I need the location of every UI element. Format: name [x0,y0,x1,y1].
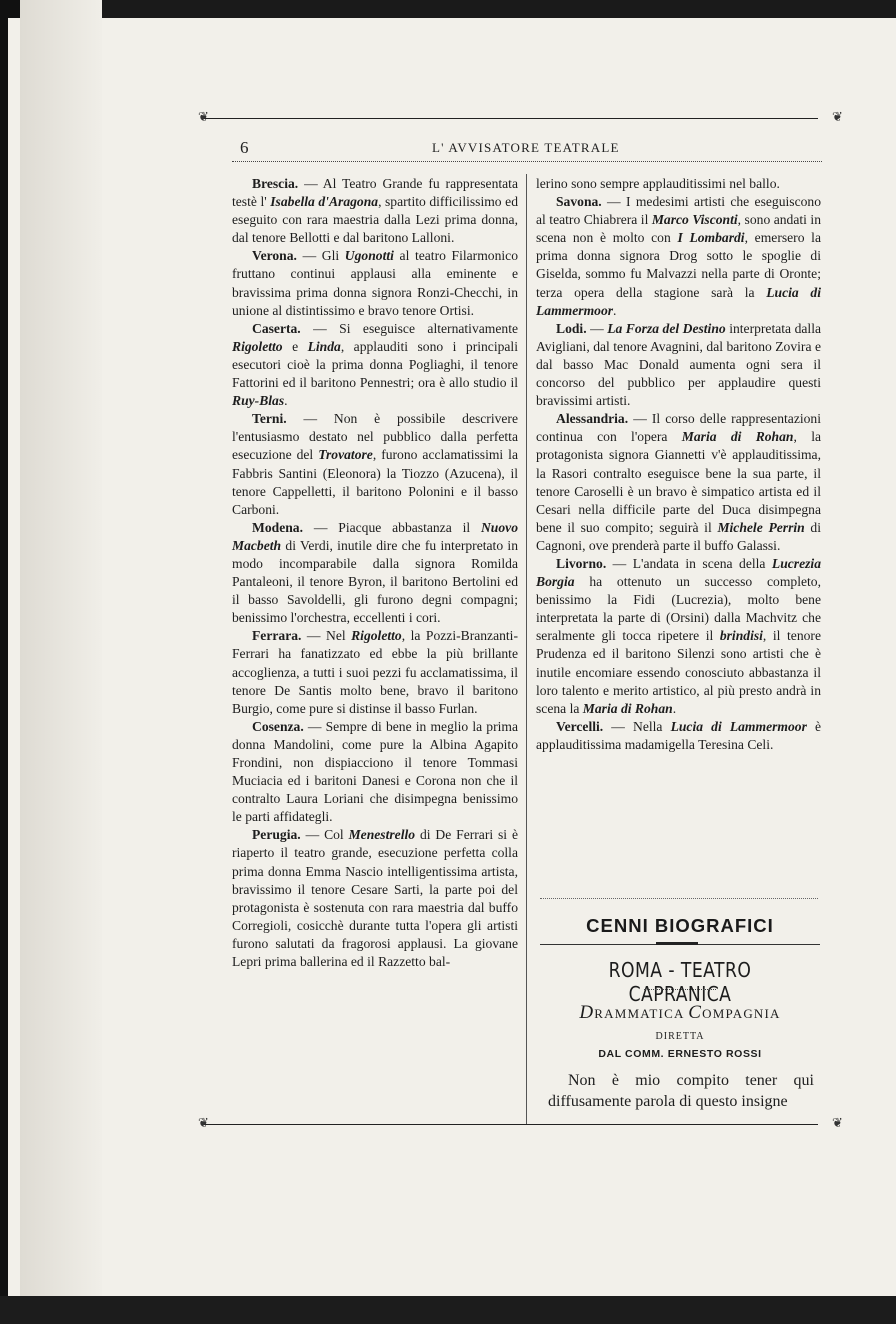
scan-bottom-edge [0,1296,896,1324]
city-name: Brescia. [252,176,299,191]
paragraph-text: , furono acclamatissimi la Fabbris Santini (Eleonora) la Tiozzo (Azucena), il tenore Cappelletti, il baritono Polonini e il basso Carboni. [232,447,518,517]
company-word-1: RAMMATICA [594,1006,689,1021]
paragraph-text: e [282,338,308,354]
city-name: Modena. [252,519,303,535]
work-title: Menestrello [348,827,416,843]
work-title: Marco Visconti [651,212,738,228]
work-title: La Forza del Destino [607,320,726,336]
ornament-flourish-icon: ❦ [198,1116,209,1131]
paragraph-text: ha ottenuto un successo completo, benissimo la Fidi (Lucrezia), molto bene interpretata la parte di (Orsini) dalla Machvitz che seralmente gli tocca ripetere il [536,574,821,644]
biography-text: Non è mio compito tener qui diffusamente parola di questo insigne [548,1072,814,1110]
section-title: CENNI BIOGRAFICI [586,915,774,936]
paragraph-text: di De Ferrari si è riaperto il teatro grande, esecuzione perfetta colla prima donna Emma Nascio intelligentissima artista, bravissimo il tenore Cesare Sarti, la parte poi del protagonista è sostenuta con rara maestria dal buffo Corregioli, cosicchè durante tutta l'opera gli artisti furono salutati da fragorosi applausi. La giovane Lepri prima ballerina ed il Razzetto bal- [232,827,518,970]
work-title: Maria di Rohan [582,700,673,716]
news-paragraph [536,718,821,754]
work-title: Maria di Rohan [681,429,794,445]
work-title: Rigoletto [232,338,283,354]
news-paragraph [232,175,518,247]
city-name: Ferrara. [252,628,302,644]
news-paragraph [232,627,518,717]
paragraph-text: — Gli [296,248,345,264]
paragraph-text: — I medesimi artisti che eseguiscono al teatro Chiabrera il [536,194,821,228]
news-paragraph [536,320,821,410]
work-title: Trovatore [318,447,373,463]
work-title: Lucrezia Borgia [536,555,821,590]
paragraph-text: , sono andati in scena non è molto con [536,212,821,246]
city-name: Cosenza. [252,718,304,734]
paragraph-text: — Si eseguisce alternativamente [300,320,518,336]
paragraph-text: , emersero la prima donna signora Drog sotto le spoglie di Giselda, sommo fu Malvazzi nella parte di Oronte; terza opera della stagione sarà la [536,230,821,300]
paragraph-text: , spartito difficilissimo ed eseguito con rara maestria dalla Lezi prima donna, dal tenore Bellotti e dal baritono Lalloni. [232,194,518,246]
paragraph-text: lerino sono sempre applauditissimi nel ballo. [536,176,780,191]
right-column [536,175,821,754]
news-paragraph [232,410,518,519]
top-ornament-rule [204,118,818,119]
paragraph-text: , il tenore Prudenza ed il baritono Silenzi sono artisti che è inutile encomiare essendo conosciuto abbastanza il loro talento e merito artistico, al più presto andrà in scena la [536,628,821,716]
page-number: 6 [240,138,249,157]
city-name: Alessandria. [556,411,629,427]
company-initial-d: D [579,1002,595,1023]
paragraph-text: — Nel [301,628,352,644]
paragraph-text: interpretata dalla Avigliani, dal tenore Avagnini, dal baritono Zovira e dal basso Mac Donald aumenta ogni sera il concorso del pubblico per applaudire questi bravissimi artisti. [536,320,822,409]
paragraph-text: — Col [300,827,349,843]
company-heading [540,1002,820,1024]
work-title: I Lombardi [677,230,745,246]
city-name: Livorno. [556,555,607,571]
paragraph-text: , la Pozzi-Branzanti-Ferrari ha fanatizzato ed ebbe la più brillante accoglienza, a tutti i suoi pezzi fu acclamatissima, il tenore De Santis molto bene, bravo il baritono Burgio, come pure si distinse il basso Furlan. [232,628,518,716]
paragraph-text: , la protagonista signora Giannetti v'è applauditissima, la Rasori contralto eseguisce bene la sua parte, il tenore Caroselli è un bravo è simpatico artista ed il Cesari nella difficile parte del Duca disimpegna bene il suo compito; seguirà il [536,429,821,535]
news-paragraph [232,826,518,971]
paragraph-text: — Al Teatro Grande fu rappresentata testè l' [232,176,518,210]
section-title-rule-accent [656,942,698,945]
paragraph-text: di Verdi, inutile dire che fu interpretato in modo incomparabile dalla signora Romilda Pantaleoni, il tenore Byron, il baritono Bertolini ed il basso Savoldelli, gli furono degni compagni; benissimo l'orchestra, eccellenti i cori. [232,537,518,626]
city-name: Verona. [252,248,297,264]
city-name: Vercelli. [556,718,604,734]
news-paragraph [232,247,518,319]
city-name: Terni. [252,411,287,427]
paragraph-text: di Cagnoni, ove prenderà parte il buffo Galassi. [536,519,821,553]
page-gutter-shade [20,0,102,1324]
news-paragraph [536,555,821,718]
running-head: L' AVVISATORE TEATRALE [432,140,620,155]
work-title: Rigoletto [351,628,402,644]
paragraph-text: — L'andata in scena della [606,555,772,571]
paragraph-text: — [586,320,608,336]
news-paragraph [536,175,821,193]
ornament-flourish-icon: ❦ [832,1116,843,1131]
city-name: Lodi. [556,320,587,336]
paragraph-text: — Sempre di bene in meglio la prima donna Mandolini, come pure la Albina Agapito Frondini, non dispiacciono il tenore Tommasi Muciacia ed i baritoni Danesi e Corona non che il contralto Laura Loriani che disimpegna benissimo le parti affidategli. [232,718,518,825]
work-title: Lucia di Lammermoor [536,284,821,318]
column-divider [526,174,527,1124]
left-column [232,175,518,971]
news-paragraph [232,320,518,410]
paragraph-text: — Nella [603,718,671,734]
work-title: Linda [307,338,341,354]
diretta-label: DIRETTA [655,1031,705,1042]
city-name: Perugia. [252,827,301,843]
paragraph-text: al teatro Filarmonico fruttano continui applausi alla eminente e bravissima prima donna signora Ronzi-Checchi, in unione al distintissimo e bravo tenore Ortisi. [232,248,518,318]
paragraph-text: , applauditi sono i principali esecutori cioè la prima donna Pogliaghi, il tenore Fattorini ed il baritono Pennestri; ora è allo studio il [232,338,518,391]
news-paragraph [232,718,518,827]
header-wavy-rule [232,161,822,166]
paragraph-text: . [613,302,617,318]
paragraph-text: — Il corso delle rappresentazioni continua con l'opera [536,411,821,445]
company-initial-c: C [688,1002,703,1023]
work-title: Ruy-Blas [232,393,285,409]
city-name: Caserta. [252,320,301,336]
paragraph-text: — Non è possibile descrivere l'entusiasmo destato nel pubblico dalla perfetta esecuzione del [232,411,518,463]
news-paragraph [536,410,821,555]
paragraph-text: . [672,700,677,716]
work-title: Ugonotti [344,248,394,264]
work-title: Isabella d'Aragona [270,194,379,210]
theatre-heading: ROMA - TEATRO CAPRANICA [608,958,752,1006]
paragraph-text: . [284,393,288,409]
theatre-ornament [644,989,716,990]
section-separator [540,898,818,899]
bottom-ornament-rule [204,1124,818,1125]
company-word-2: OMPAGNIA [702,1006,781,1021]
paragraph-text: — Piacque abbastanza il [302,519,481,535]
ornament-flourish-icon: ❦ [832,110,843,125]
work-title: Michele Perrin [717,519,805,535]
director-name: DAL COMM. ERNESTO ROSSI [598,1048,762,1060]
work-title: Lucia di Lammermoor [670,718,807,734]
paragraph-text: è applauditissima madamigella Teresina Celi. [536,718,822,752]
ornament-flourish-icon: ❦ [198,110,209,125]
work-title: brindisi [719,628,763,644]
work-title: Nuovo Macbeth [232,519,518,553]
news-paragraph [232,519,518,628]
news-paragraph [536,193,821,320]
city-name: Savona. [556,194,602,210]
